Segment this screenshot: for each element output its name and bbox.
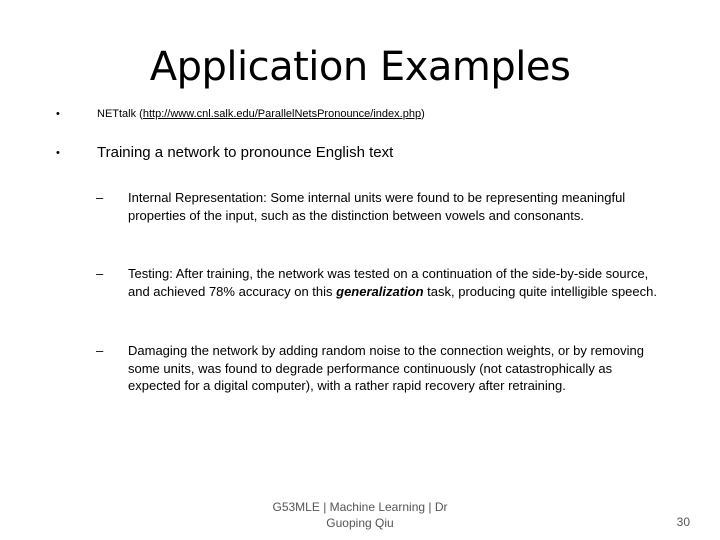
sub-item-testing (128, 265, 658, 300)
sub-bullet-marker: – (96, 190, 104, 205)
generalization-emphasis: generalization (336, 283, 424, 299)
bullet-nettalk-suffix: ) (421, 108, 425, 120)
bullet-marker: • (56, 147, 60, 159)
nettalk-link[interactable]: http://www.cnl.salk.edu/ParallelNetsPronounce/index.php (142, 108, 422, 120)
testing-text-end: task, producing quite intelligible speech. (423, 283, 657, 299)
sub-bullet-marker: – (96, 266, 104, 281)
bullet-marker: • (56, 108, 60, 120)
sub-bullet-marker: – (96, 343, 104, 358)
bullet-nettalk-prefix: NETtalk ( (97, 108, 143, 120)
testing-text-start: Testing: After training, the network was tested on a continuation of the side-by-side source, and achieved 78% accuracy on this (128, 266, 649, 299)
sub-item-damaging: Damaging the network by adding random noise to the connection weights, or by removing some units, was found to degrade performance continuously (not catastrophically as expected for a digital computer), with a rather rapid recovery after retraining. (128, 343, 644, 393)
slide-title: Application Examples (149, 44, 571, 90)
bullet-training: Training a network to pronounce English text (97, 144, 394, 161)
page-number: 30 (676, 515, 690, 529)
bullet-nettalk (97, 106, 425, 122)
sub-item-internal-representation: Internal Representation: Some internal units were found to be representing meaningful properties of the input, such as the distinction between vowels and consonants. (128, 190, 626, 223)
slide-footer: G53MLE | Machine Learning | Dr Guoping Qiu (272, 500, 448, 530)
